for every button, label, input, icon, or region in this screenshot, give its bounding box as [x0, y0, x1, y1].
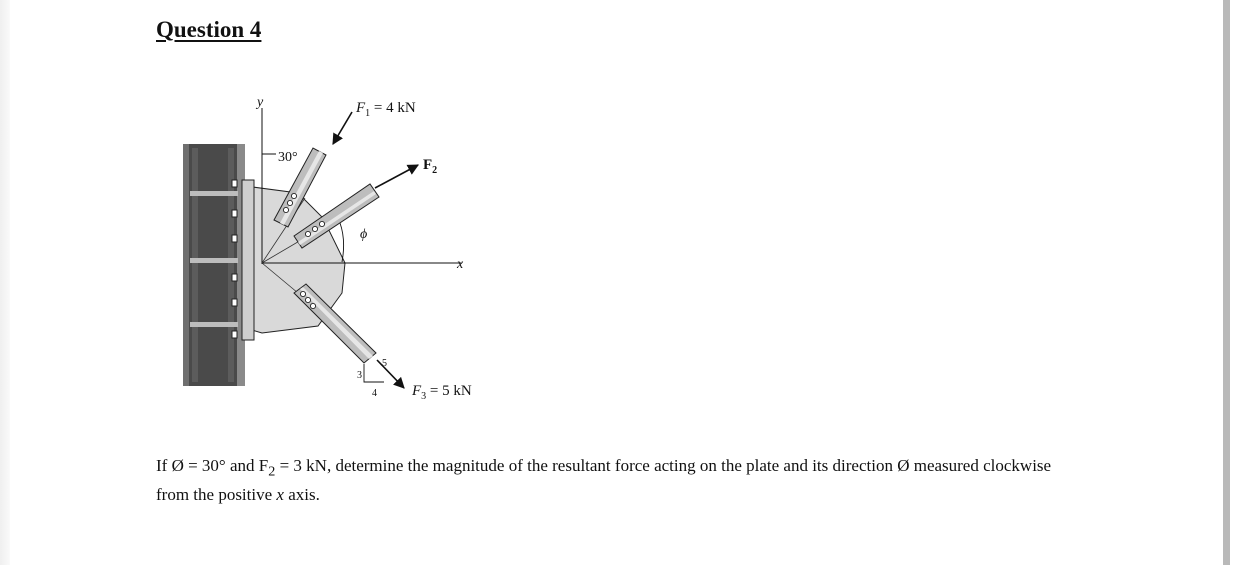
slope-triangle — [364, 364, 384, 382]
plate-flange — [242, 180, 254, 340]
y-axis-label: y — [257, 95, 264, 110]
f1-symbol: F — [356, 100, 366, 116]
f1-value: = 4 kN — [370, 100, 416, 116]
problem-statement — [156, 454, 1076, 507]
problem-axis: x — [276, 485, 284, 505]
phi-label: ϕ — [360, 227, 368, 242]
f2-subscript: 2 — [432, 165, 438, 176]
slope-label-4: 4 — [372, 388, 377, 399]
f2-label-group — [423, 157, 437, 176]
f1-subscript: 1 — [365, 108, 371, 119]
problem-text-part2: = 3 kN, determine the magnitude of the resultant force acting on the plate and its direction Ø measured clockwise from the positive — [156, 456, 1052, 505]
angle-30-label: 30° — [278, 150, 298, 165]
problem-text-part1: If Ø = 30° and F — [156, 456, 269, 475]
problem-subscript: 2 — [268, 463, 276, 480]
f3-value: = 5 kN — [426, 383, 472, 399]
f3-symbol: F — [412, 383, 422, 399]
problem-text-part3: axis. — [283, 485, 320, 505]
question-title: Question 4 — [156, 17, 262, 42]
scrollbar-thumb[interactable] — [1223, 0, 1230, 565]
force-diagram-svg — [170, 88, 510, 408]
f1-arrow — [333, 112, 352, 144]
force-diagram — [170, 88, 510, 408]
page-left-edge — [0, 0, 10, 565]
x-axis-label: x — [457, 257, 464, 272]
f2-symbol: F — [423, 157, 433, 173]
f1-label-group — [355, 100, 416, 119]
f2-arrow — [375, 165, 418, 188]
slope-label-3: 3 — [357, 370, 362, 381]
slope-label-5: 5 — [382, 358, 387, 369]
f3-subscript: 3 — [421, 391, 427, 402]
f3-label-group — [411, 383, 472, 402]
scrollbar-track[interactable] — [1230, 0, 1242, 565]
